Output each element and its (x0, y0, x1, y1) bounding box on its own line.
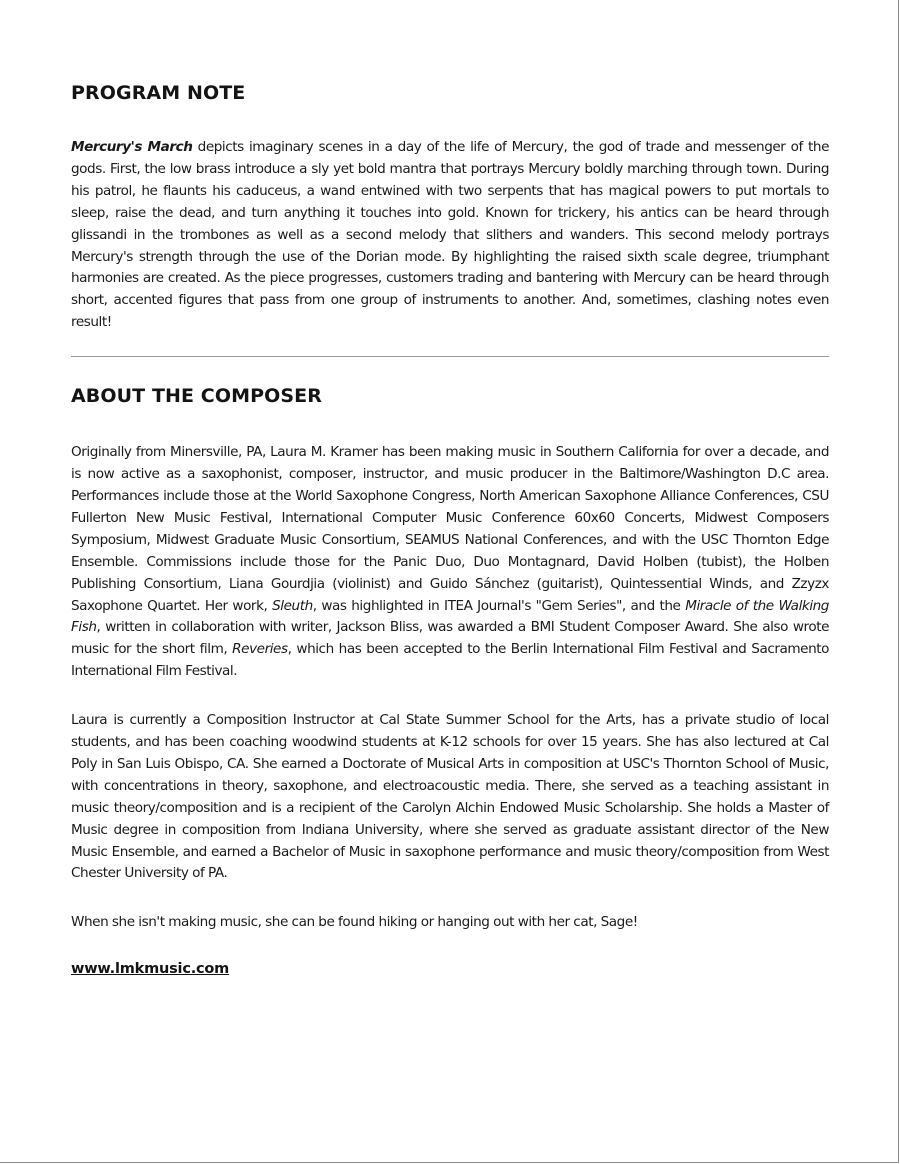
section-divider (71, 356, 829, 357)
bio1-text-2: , was highlighted in ITEA Journal's "Gem Series", and the (312, 597, 686, 614)
work-title-miracle: Miracle of the Walking Fish (71, 597, 829, 636)
composer-bio-paragraph-1 (71, 442, 829, 683)
bio1-text-1: Originally from Minersville, PA, Laura M. Kramer has been making music in Southern California for over a decade, and is now active as a saxophonist, composer, instructor, and music producer in the Baltimore/Washington D.C area. Performances include those at the World Saxophone Congress, North American Saxophone Alliance Conferences, CSU Fullerton New Music Festival, International Computer Music Conference 60x60 Concerts, Midwest Composers Symposium, Midwest Graduate Music Consortium, SEAMUS National Conferences, and with the USC Thornton Edge Ensemble. Commissions include those for the Panic Duo, Duo Montagnard, David Holben (tubist), the Holben Publishing Consortium, Liana Gourdjia (violinist) and Guido Sánchez (guitarist), Quintessential Winds, and Zzyzx Saxophone Quartet. Her work, (71, 444, 829, 614)
work-title-sleuth: Sleuth (272, 597, 313, 614)
piece-title: Mercury's March (71, 139, 193, 155)
composer-bio-paragraph-2: Laura is currently a Composition Instructor at Cal State Summer School for the Arts, has a private studio of local students, and has been coaching woodwind students at K-12 schools for over 15 years. She has also lectured at Cal Poly in San Luis Obispo, CA. She earned a Doctorate of Musical Arts in composition at USC's Thornton School of Music, with concentrations in theory, saxophone, and electroacoustic media. There, she served as a teaching assistant in music theory/composition and is a recipient of the Carolyn Alchin Endowed Music Scholarship. She holds a Master of Music degree in composition from Indiana University, where she served as graduate assistant director of the New Music Ensemble, and earned a Bachelor of Music in saxophone performance and music theory/composition from West Chester University of PA. (71, 712, 829, 882)
program-note-paragraph (71, 137, 829, 334)
bio1-text-4: , which has been accepted to the Berlin International Film Festival and Sacramento International Film Festival. (71, 641, 829, 680)
program-note-body: depicts imaginary scenes in a day of the life of Mercury, the god of trade and messenger of the gods. First, the low brass introduce a sly yet bold mantra that portrays Mercury boldly marching through town. During his patrol, he flaunts his caduceus, a wand entwined with two serpents that has magical powers to put mortals to sleep, raise the dead, and turn anything it touches into gold. Known for trickery, his antics can be heard through glissandi in the trombones as well as a second melody that slithers and wanders. This second melody portrays Mercury's strength through the use of the Dorian mode. By highlighting the raised sixth scale degree, triumphant harmonies are created. As the piece progresses, customers trading and bantering with Mercury can be heard through short, accented figures that pass from one group of instruments to another. And, sometimes, clashing notes even result! (71, 139, 829, 331)
work-title-reveries: Reveries (232, 641, 288, 658)
bio1-text-3: , written in collaboration with writer, Jackson Bliss, was awarded a BMI Student Composer Award. She also wrote music for the short film, (71, 619, 829, 658)
composer-bio-paragraph-3: When she isn't making music, she can be found hiking or hanging out with her cat, Sage! (71, 914, 638, 931)
website-link[interactable]: www.lmkmusic.com (71, 961, 230, 978)
program-note-heading: PROGRAM NOTE (71, 82, 246, 104)
page-content (71, 80, 829, 977)
about-composer-heading: ABOUT THE COMPOSER (71, 385, 322, 408)
